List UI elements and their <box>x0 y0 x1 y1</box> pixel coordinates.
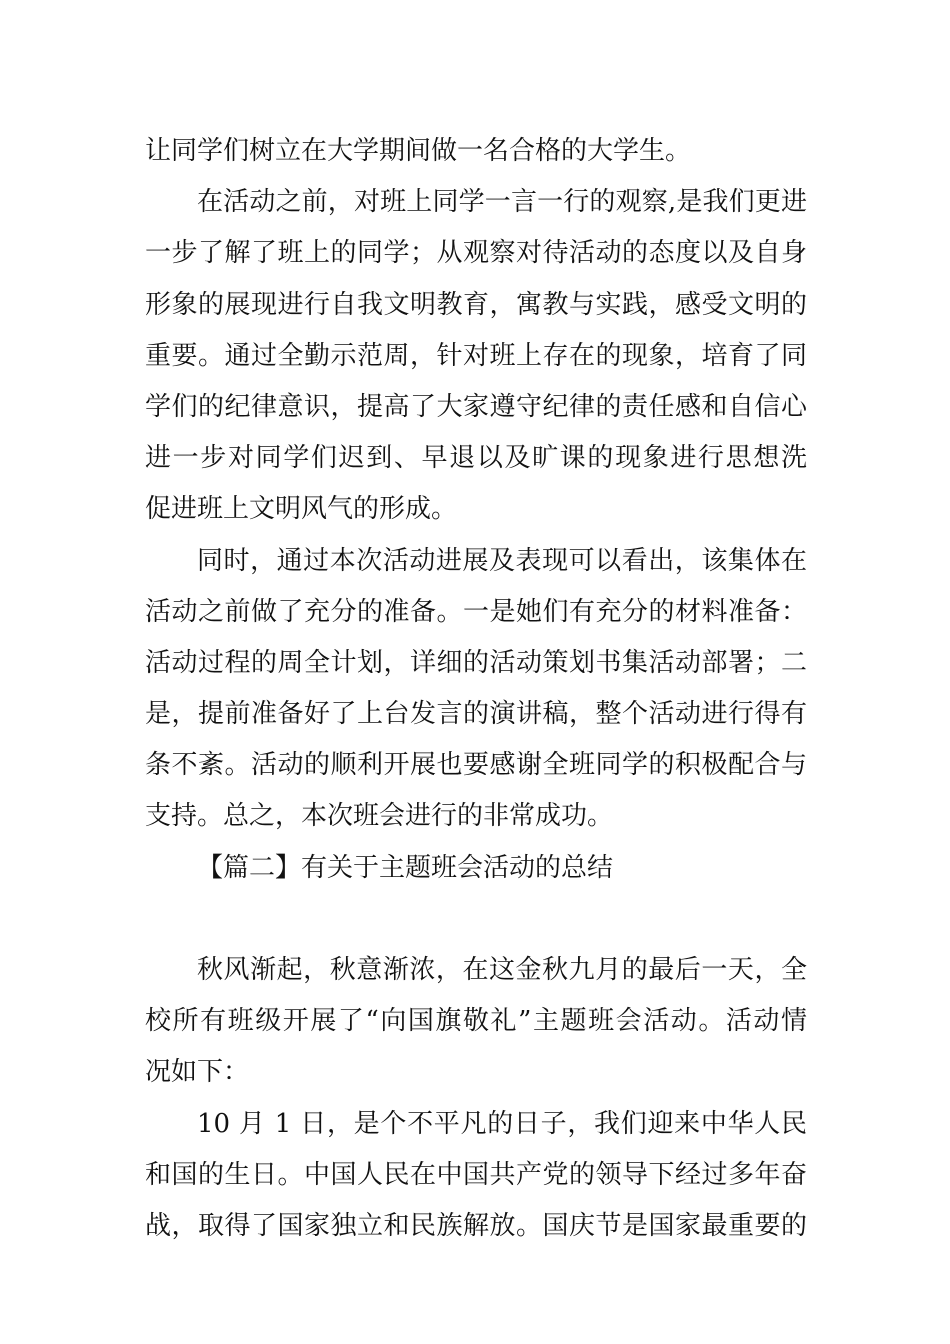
blank-line <box>145 894 807 945</box>
text-line: 活动之前做了充分的准备。一是她们有充分的材料准备： <box>145 596 807 627</box>
text-line: 条不紊。活动的顺利开展也要感谢全班同学的积极配合与 <box>145 750 807 781</box>
text-line: 形象的展现进行自我文明教育，寓教与实践，感受文明的 <box>145 289 807 320</box>
text-line: 况如下： <box>145 1057 250 1088</box>
text-line: 活动过程的周全计划，详细的活动策划书集活动部署；二 <box>145 647 807 678</box>
text-line: 让同学们树立在大学期间做一名合格的大学生。 <box>145 136 692 166</box>
text-line: 学们的纪律意识，提高了大家遵守纪律的责任感和自信心 <box>145 391 807 422</box>
text-line: 进一步对同学们迟到、早退以及旷课的现象进行思想洗 <box>145 443 807 474</box>
text-line: 一步了解了班上的同学；从观察对待活动的态度以及自身 <box>145 238 807 269</box>
body-text <box>145 126 807 1252</box>
text-line: 校所有班级开展了“向国旗敬礼”主题班会活动。活动情 <box>145 1006 807 1037</box>
section-heading: 【篇二】有关于主题班会活动的总结 <box>197 852 614 883</box>
text-line: 和国的生日。中国人民在中国共产党的领导下经过多年奋 <box>145 1159 807 1190</box>
text-line: 同时，通过本次活动进展及表现可以看出，该集体在 <box>197 545 807 576</box>
text-line: 促进班上文明风气的形成。 <box>145 494 458 525</box>
text-line: 秋风渐起，秋意渐浓，在这金秋九月的最后一天，全 <box>197 955 807 985</box>
text-line: 支持。总之，本次班会进行的非常成功。 <box>145 801 614 832</box>
text-line: 重要。通过全勤示范周，针对班上存在的现象，培育了同 <box>145 340 807 371</box>
text-line: 是，提前准备好了上台发言的演讲稿，整个活动进行得有 <box>145 699 807 730</box>
text-line: 战，取得了国家独立和民族解放。国庆节是国家最重要的 <box>145 1210 807 1241</box>
text-line: 在活动之前，对班上同学一言一行的观察,是我们更进 <box>197 187 807 218</box>
text-line: 10 月 1 日，是个不平凡的日子，我们迎来中华人民 <box>197 1108 807 1139</box>
